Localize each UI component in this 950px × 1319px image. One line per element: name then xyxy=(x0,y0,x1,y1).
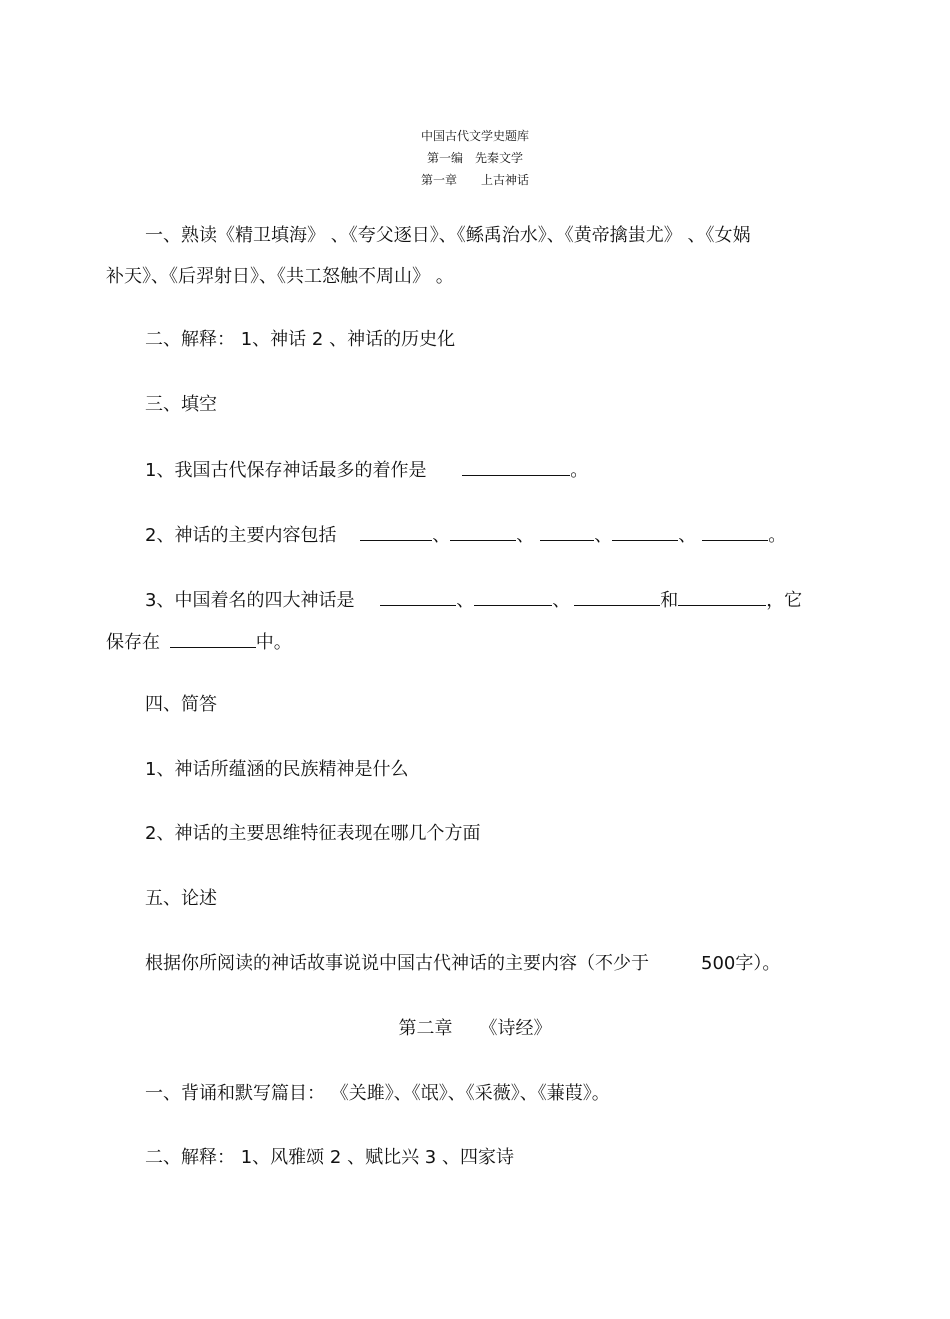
ch2-section-1: 一、背诵和默写篇目： 《关雎》、《氓》、《采薇》、《蒹葭》。 xyxy=(145,1083,610,1104)
part-heading: 第一编 先秦文学 xyxy=(426,151,523,165)
answer-blank[interactable] xyxy=(462,457,570,476)
answer-blank[interactable] xyxy=(474,587,552,606)
section-5-heading: 五、论述 xyxy=(145,888,217,909)
fill-question-3-line-2 xyxy=(0,629,950,656)
question-text: 3、中国着名的四大神话是 xyxy=(145,590,355,611)
answer-blank[interactable] xyxy=(380,587,456,606)
punctuation: 。 xyxy=(768,525,787,546)
answer-blank[interactable] xyxy=(170,629,256,648)
separator: 、 xyxy=(456,590,475,611)
answer-blank[interactable] xyxy=(540,522,594,541)
separator: 、 xyxy=(594,525,613,546)
answer-blank[interactable] xyxy=(702,522,768,541)
answer-blank[interactable] xyxy=(678,587,766,606)
punctuation: 。 xyxy=(570,460,589,481)
punctuation: ，它 xyxy=(766,590,803,611)
punctuation: 中。 xyxy=(255,632,292,653)
conjunction: 和 xyxy=(660,590,679,611)
document-title: 中国古代文学史题库 xyxy=(420,129,529,143)
essay-word-count: 500字）。 xyxy=(701,953,781,974)
chapter-2-heading: 第二章 《诗经》 xyxy=(398,1018,552,1039)
ch2-section-2: 二、解释： 1、风雅颂 2 、赋比兴 3 、四家诗 xyxy=(145,1147,514,1168)
fill-question-2 xyxy=(0,522,950,549)
separator: 、 xyxy=(552,590,571,611)
short-answer-1: 1、神话所蕴涵的民族精神是什么 xyxy=(145,759,409,780)
section-3-heading: 三、填空 xyxy=(145,394,217,415)
essay-text: 根据你所阅读的神话故事说说中国古代神话的主要内容（不少于 xyxy=(145,953,649,974)
question-text: 2、神话的主要内容包括 xyxy=(145,525,337,546)
question-text: 保存在 xyxy=(106,632,160,653)
chapter-heading: 第一章 上古神话 xyxy=(420,173,529,187)
fill-question-1 xyxy=(0,457,950,484)
separator: 、 xyxy=(678,525,697,546)
answer-blank[interactable] xyxy=(360,522,432,541)
section-2-definitions: 二、解释： 1、神话 2 、神话的历史化 xyxy=(145,329,456,350)
separator: 、 xyxy=(432,525,451,546)
answer-blank[interactable] xyxy=(612,522,678,541)
separator: 、 xyxy=(516,525,535,546)
short-answer-2: 2、神话的主要思维特征表现在哪几个方面 xyxy=(145,823,481,844)
answer-blank[interactable] xyxy=(450,522,516,541)
question-text: 1、我国古代保存神话最多的着作是 xyxy=(145,460,427,481)
section-1-line-2: 补天》、《后羿射日》、《共工怒触不周山》 。 xyxy=(106,266,454,287)
section-1-line-1: 一、熟读《精卫填海》 、《夸父逐日》、《鲧禹治水》、《黄帝擒蚩尤》 、《女娲 xyxy=(145,225,751,246)
fill-question-3 xyxy=(0,587,950,614)
section-4-heading: 四、简答 xyxy=(145,694,217,715)
answer-blank[interactable] xyxy=(574,587,660,606)
essay-prompt xyxy=(0,951,950,977)
